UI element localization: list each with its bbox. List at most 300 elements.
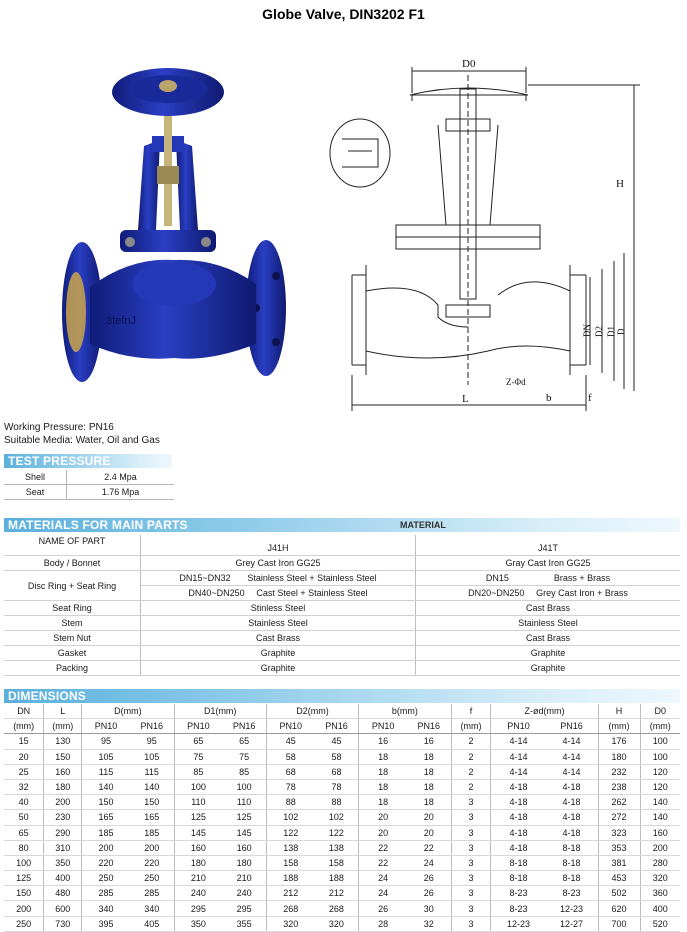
subheader-cell: (mm) [44,719,82,734]
table-cell: 310 [44,840,82,855]
table-cell: 160 [640,825,680,840]
valve-cross-section-drawing [328,55,668,420]
material-j41h [141,571,416,586]
valve-photo [60,62,288,390]
material-value: Grey Cast Iron + Brass [536,588,628,598]
table-cell: 145 [174,825,222,840]
test-value-shell: 2.4 Mpa [67,470,175,485]
table-cell: 180 [44,779,82,794]
table-cell: 100 [640,734,680,749]
table-cell: 4-14 [491,734,546,749]
table-cell: 4-18 [491,825,546,840]
table-cell: 12-23 [491,916,546,931]
table-cell: 453 [598,871,640,886]
table-cell: 8-18 [546,855,598,870]
test-value-seat: 1.76 Mpa [67,485,175,500]
subheader-cell: PN16 [407,719,451,734]
size-range: DN20~DN250 [468,588,525,598]
table-cell: 620 [598,901,640,916]
table-cell: 3 [451,871,491,886]
table-cell: 4-18 [491,795,546,810]
svg-text:3tefnJ: 3tefnJ [106,315,136,327]
table-cell: 232 [598,764,640,779]
table-cell: 240 [222,886,266,901]
table-cell: 150 [82,795,130,810]
table-cell: 4-18 [491,840,546,855]
table-cell: 65 [4,825,44,840]
header-b: b(mm) [359,704,451,719]
col-j41t-header: J41T [416,535,681,556]
table-cell: 4-14 [546,734,598,749]
table-cell: 140 [82,779,130,794]
table-cell: 520 [640,916,680,931]
table-cell: 110 [222,795,266,810]
table-cell: 185 [130,825,174,840]
table-cell: 280 [640,855,680,870]
table-cell: 290 [44,825,82,840]
table-cell: 32 [4,779,44,794]
dim-label-dn: DN [582,324,592,337]
table-cell: 502 [598,886,640,901]
table-row [4,901,680,916]
subheader-cell: (mm) [640,719,680,734]
table-cell: 20 [407,825,451,840]
table-cell: 238 [598,779,640,794]
table-cell: 210 [174,871,222,886]
table-cell: 75 [222,749,266,764]
table-cell: 250 [130,871,174,886]
table-cell: 295 [222,901,266,916]
table-cell: 32 [407,916,451,931]
table-cell: 405 [130,916,174,931]
table-row [4,719,680,734]
table-cell: 600 [44,901,82,916]
dim-label-d1: D1 [606,326,616,337]
table-cell: 200 [44,795,82,810]
table-cell: 140 [640,810,680,825]
table-row [4,535,680,556]
table-cell: 150 [130,795,174,810]
table-cell: 18 [407,764,451,779]
part-name: Body / Bonnet [4,556,141,571]
table-row [4,601,680,616]
table-cell: 100 [4,855,44,870]
table-cell: 4-18 [546,810,598,825]
table-cell: 25 [4,764,44,779]
table-cell: 30 [407,901,451,916]
material-j41t: Cast Brass [416,631,681,646]
table-cell: 145 [222,825,266,840]
dimensions-bar [4,689,680,703]
table-cell: 4-18 [546,795,598,810]
table-row [4,661,680,676]
table-cell: 4-18 [546,779,598,794]
page-title: Globe Valve, DIN3202 F1 [262,6,425,22]
table-cell: 4-14 [546,749,598,764]
table-cell: 180 [222,855,266,870]
table-cell: 395 [82,916,130,931]
table-cell: 165 [130,810,174,825]
table-cell: 110 [174,795,222,810]
table-cell: 125 [174,810,222,825]
table-cell: 22 [359,840,407,855]
material-value: Brass + Brass [553,573,611,583]
dim-label-h: H [616,178,624,190]
part-name: Disc Ring + Seat Ring [4,571,141,601]
table-cell: 220 [82,855,130,870]
table-cell: 180 [598,749,640,764]
dimensions-table [4,704,680,932]
materials-bar [4,518,680,532]
table-cell: 188 [315,871,359,886]
table-cell: 18 [359,795,407,810]
table-cell: 3 [451,810,491,825]
table-cell: 3 [451,795,491,810]
table-cell: 125 [222,810,266,825]
material-j41t [416,571,681,586]
table-cell: 3 [451,825,491,840]
table-cell: 80 [4,840,44,855]
table-cell: 45 [266,734,314,749]
part-name: Packing [4,661,141,676]
table-cell: 250 [4,916,44,931]
table-cell: 4-14 [491,749,546,764]
table-row [4,840,680,855]
table-cell: 8-18 [546,840,598,855]
table-cell: 58 [266,749,314,764]
material-j41t: Cast Brass [416,601,681,616]
table-cell: 360 [640,886,680,901]
table-cell: 200 [82,840,130,855]
table-cell: 78 [315,779,359,794]
size-range: DN15 [485,573,509,583]
subheader-cell: PN16 [222,719,266,734]
table-row [4,779,680,794]
table-cell: 8-23 [491,886,546,901]
table-cell: 105 [82,749,130,764]
table-cell: 22 [359,855,407,870]
table-cell: 185 [82,825,130,840]
table-cell: 12-27 [546,916,598,931]
table-cell: 40 [4,795,44,810]
header-l: L [44,704,82,719]
dim-label-d2: D2 [594,326,604,337]
subheader-cell: PN10 [266,719,314,734]
table-cell: 2 [451,749,491,764]
table-cell: 26 [407,886,451,901]
dim-label-f: f [588,392,592,404]
table-cell: 355 [222,916,266,931]
table-cell: 88 [266,795,314,810]
material-label: MATERIAL [400,520,446,530]
table-cell: 138 [266,840,314,855]
table-cell: 160 [222,840,266,855]
table-cell: 320 [640,871,680,886]
header-h: H [598,704,640,719]
table-row [4,871,680,886]
table-cell: 480 [44,886,82,901]
table-row [4,810,680,825]
header-d: D(mm) [82,704,174,719]
table-cell: 8-23 [491,901,546,916]
table-cell: 24 [359,886,407,901]
table-cell: 140 [640,795,680,810]
materials-table [4,535,680,676]
material-j41h: Stainless Steel [141,616,416,631]
table-cell: 115 [82,764,130,779]
material-j41h [141,586,416,601]
material-j41t: Gray Cast Iron GG25 [416,556,681,571]
table-cell: 20 [359,810,407,825]
material-j41t: Stainless Steel [416,616,681,631]
table-cell: 78 [266,779,314,794]
dim-label-d: D [616,328,626,335]
table-cell: 12-23 [546,901,598,916]
table-row [4,825,680,840]
header-z: Z-ød(mm) [491,704,598,719]
table-row [4,470,174,485]
table-cell: 230 [44,810,82,825]
table-row [4,855,680,870]
subheader-cell: (mm) [451,719,491,734]
part-name: Seat Ring [4,601,141,616]
table-cell: 100 [174,779,222,794]
test-pressure-table [4,470,174,500]
table-row [4,764,680,779]
material-j41h: Grey Cast Iron GG25 [141,556,416,571]
table-cell: 3 [451,886,491,901]
table-cell: 240 [174,886,222,901]
table-row [4,734,680,749]
table-cell: 200 [130,840,174,855]
table-cell: 75 [174,749,222,764]
table-cell: 3 [451,855,491,870]
table-cell: 320 [266,916,314,931]
table-cell: 65 [222,734,266,749]
table-cell: 272 [598,810,640,825]
table-cell: 20 [4,749,44,764]
table-cell: 150 [4,886,44,901]
subheader-cell: (mm) [598,719,640,734]
table-cell: 353 [598,840,640,855]
table-cell: 262 [598,795,640,810]
materials-heading: MATERIALS FOR MAIN PARTS [8,518,188,532]
subheader-cell: PN16 [315,719,359,734]
material-j41t [416,586,681,601]
material-j41h: Graphite [141,661,416,676]
table-cell: 700 [598,916,640,931]
table-row [4,795,680,810]
table-cell: 138 [315,840,359,855]
table-cell: 15 [4,734,44,749]
header-d2: D2(mm) [266,704,358,719]
table-cell: 105 [130,749,174,764]
table-row [4,556,680,571]
table-cell: 268 [266,901,314,916]
table-cell: 100 [640,749,680,764]
table-cell: 268 [315,901,359,916]
table-cell: 350 [174,916,222,931]
material-j41t: Graphite [416,661,681,676]
table-cell: 730 [44,916,82,931]
subheader-cell: (mm) [4,719,44,734]
table-cell: 4-14 [491,764,546,779]
size-range: DN40~DN250 [188,588,245,598]
material-j41t: Graphite [416,646,681,661]
table-cell: 102 [315,810,359,825]
table-cell: 16 [359,734,407,749]
table-cell: 8-18 [491,871,546,886]
table-cell: 188 [266,871,314,886]
subheader-cell: PN16 [546,719,598,734]
table-cell: 4-14 [546,764,598,779]
dim-label-z: Z-Φd [506,377,526,387]
table-cell: 85 [222,764,266,779]
table-cell: 16 [407,734,451,749]
subheader-cell: PN10 [174,719,222,734]
table-cell: 2 [451,734,491,749]
table-cell: 95 [82,734,130,749]
table-cell: 58 [315,749,359,764]
table-cell: 150 [44,749,82,764]
table-row [4,886,680,901]
table-cell: 18 [407,749,451,764]
subheader-cell: PN16 [130,719,174,734]
table-cell: 158 [315,855,359,870]
table-cell: 160 [44,764,82,779]
material-j41h: Stinless Steel [141,601,416,616]
table-cell: 102 [266,810,314,825]
table-cell: 4-18 [491,779,546,794]
table-cell: 400 [640,901,680,916]
header-f: f [451,704,491,719]
table-cell: 340 [82,901,130,916]
table-cell: 350 [44,855,82,870]
subheader-cell: PN10 [359,719,407,734]
table-cell: 400 [44,871,82,886]
table-cell: 381 [598,855,640,870]
dimensions-heading: DIMENSIONS [8,689,87,703]
table-cell: 88 [315,795,359,810]
table-cell: 130 [44,734,82,749]
table-cell: 45 [315,734,359,749]
table-cell: 120 [640,764,680,779]
dim-label-l: L [462,393,469,405]
part-name: Stem Nut [4,631,141,646]
table-cell: 18 [407,795,451,810]
table-cell: 295 [174,901,222,916]
subheader-cell: PN10 [82,719,130,734]
table-row [4,616,680,631]
table-cell: 65 [174,734,222,749]
table-cell: 210 [222,871,266,886]
table-row [4,749,680,764]
table-cell: 18 [359,749,407,764]
table-cell: 85 [174,764,222,779]
material-j41h: Graphite [141,646,416,661]
table-cell: 212 [315,886,359,901]
table-cell: 122 [315,825,359,840]
test-pressure-heading: TEST PRESSURE [8,454,111,468]
table-cell: 68 [266,764,314,779]
subheader-cell: PN10 [491,719,546,734]
material-j41h: Cast Brass [141,631,416,646]
part-name: Gasket [4,646,141,661]
test-label-shell: Shell [4,470,67,485]
material-value: Cast Steel + Stainless Steel [256,588,368,598]
test-pressure-bar [4,454,172,468]
table-cell: 3 [451,901,491,916]
suitable-media: Suitable Media: Water, Oil and Gas [4,435,160,446]
table-cell: 200 [640,840,680,855]
table-cell: 20 [407,810,451,825]
table-cell: 2 [451,764,491,779]
table-cell: 212 [266,886,314,901]
header-d0: D0 [640,704,680,719]
size-range: DN15~DN32 [179,573,231,583]
table-cell: 8-23 [546,886,598,901]
table-cell: 20 [359,825,407,840]
table-cell: 285 [82,886,130,901]
table-cell: 68 [315,764,359,779]
table-cell: 3 [451,840,491,855]
table-cell: 165 [82,810,130,825]
test-label-seat: Seat [4,485,67,500]
table-cell: 4-18 [491,810,546,825]
table-cell: 18 [359,779,407,794]
dim-label-d0: D0 [462,58,476,70]
table-cell: 115 [130,764,174,779]
table-cell: 176 [598,734,640,749]
dim-label-b: b [546,392,552,404]
table-cell: 140 [130,779,174,794]
table-cell: 8-18 [491,855,546,870]
table-cell: 22 [407,840,451,855]
material-value: Stainless Steel + Stainless Steel [247,573,377,583]
table-cell: 220 [130,855,174,870]
table-row [4,571,680,586]
header-d1: D1(mm) [174,704,266,719]
table-cell: 340 [130,901,174,916]
table-cell: 50 [4,810,44,825]
working-info [4,421,160,447]
table-row [4,631,680,646]
col-j41h-header: J41H [141,535,416,556]
table-cell: 8-18 [546,871,598,886]
table-cell: 18 [359,764,407,779]
table-cell: 4-18 [546,825,598,840]
table-row [4,646,680,661]
table-row [4,485,174,500]
table-cell: 24 [407,855,451,870]
table-cell: 95 [130,734,174,749]
table-cell: 160 [174,840,222,855]
table-cell: 200 [4,901,44,916]
header-dn: DN [4,704,44,719]
part-name: Stem [4,616,141,631]
table-row [4,704,680,719]
table-cell: 323 [598,825,640,840]
table-cell: 26 [407,871,451,886]
table-cell: 100 [222,779,266,794]
table-cell: 24 [359,871,407,886]
working-pressure: Working Pressure: PN16 [4,422,114,433]
table-cell: 180 [174,855,222,870]
table-cell: 3 [451,916,491,931]
table-cell: 320 [315,916,359,931]
table-cell: 125 [4,871,44,886]
table-row [4,916,680,931]
